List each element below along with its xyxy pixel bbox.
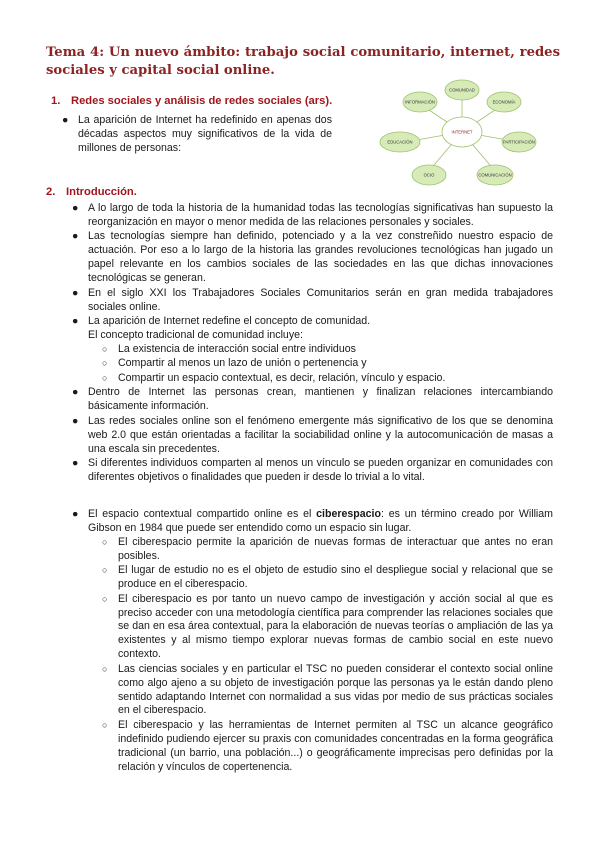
bullet-icon: ● [72, 386, 79, 399]
sub-bullet-icon: ○ [102, 372, 108, 383]
node-label: INFORMACIÓN [405, 99, 435, 105]
bullet-icon: ● [72, 286, 79, 299]
node-label: EDUCACIÓN [387, 139, 413, 145]
sub-bullet-icon: ○ [102, 663, 108, 674]
community-intro: El concepto tradicional de comunidad incluye: [88, 328, 303, 341]
cyberspace-sublist [88, 536, 553, 775]
sub-list-item: ○ La existencia de interacción social entre individuos [102, 342, 356, 355]
node-label: COMUNIDAD [449, 87, 475, 93]
node-label: ECONOMÍA [492, 99, 516, 105]
sub-list-item: ○ Compartir al menos un lazo de unión o pertenencia y [102, 357, 367, 370]
sub-bullet-icon: ○ [102, 565, 108, 576]
bullet-icon: ● [72, 508, 79, 520]
list-item: ● Si diferentes individuos comparten al menos un vínculo se pueden organizar en comunidades con diferentes objetivos o finalidades que pueden ir desde lo trivial a lo vital. [72, 457, 553, 483]
section-1-number: 1. [51, 95, 61, 107]
node-label: COMUNICACIÓN [478, 172, 512, 178]
section-2-heading [46, 186, 137, 198]
section-2-number: 2. [46, 186, 56, 198]
bullet-icon: ● [72, 457, 79, 470]
sub-bullet-icon: ○ [102, 343, 108, 354]
section-1-title: Redes sociales y análisis de redes sociales (ars). [71, 95, 333, 107]
sub-bullet-icon: ○ [102, 719, 108, 730]
list-item: ● A lo largo de toda la historia de la humanidad todas las tecnologías significativas han supuesto la reorganización en mayor o menor medida de las relaciones personales y sociales. [72, 202, 553, 228]
sub-list-item: ○ Compartir un espacio contextual, es decir, relación, vínculo y espacio. [102, 371, 446, 384]
sub-list-item: ○ El lugar de estudio no es el objeto de estudio sino el despliegue social y relacional que se produce en el ciberespacio. [102, 564, 553, 591]
list-item: ● La aparición de Internet ha redefinido en apenas dos décadas aspectos muy significativos de la vida de millones de personas: [62, 114, 332, 154]
list-item: ● La aparición de Internet redefine el concepto de comunidad. El concepto tradicional de comunidad incluye: ○ La existencia de interacción social entre individuos ○ Compartir al menos un lazo de unión o pertenencia y ○ Compartir un espacio contextual, es decir, relación, vínculo y espacio. [70, 315, 553, 386]
node-label: OCIO [423, 172, 435, 178]
bullet-icon: ● [72, 230, 79, 243]
sub-bullet-icon: ○ [102, 593, 108, 604]
bullet-icon: ● [72, 414, 79, 427]
sub-list-item: ○ El ciberespacio permite la aparición de nuevas formas de interactuar que antes no eran posibles. [102, 535, 553, 562]
list-item: ● Las tecnologías siempre han definido, potenciado y a la vez constreñido nuestro espacio de actuación. Por eso a lo largo de la historia las grandes revoluciones tecnológicas han jugado un papel relevante en los cambios sociales de las sociedades en las que dichas innovaciones tecnológicas se generan. [72, 230, 553, 285]
cyberspace-list [70, 508, 553, 775]
cyberspace-term: ciberespacio [316, 508, 381, 520]
center-label: INTERNET [451, 129, 473, 135]
sub-list-item: ○ Las ciencias sociales y en particular el TSC no pueden considerar el contexto social online como algo ajeno a su objeto de investigación porque las personas ya le están dando pleno sentido adaptando Internet con normalidad a sus vidas por medio de sus prácticas sociales en el ciberespacio. [102, 662, 553, 717]
bullet-icon: ● [72, 202, 79, 214]
list-item: ● Dentro de Internet las personas crean, mantienen y finalizan relaciones intercambiando básicamente información. [72, 386, 553, 413]
sub-list-item: ○ El ciberespacio y las herramientas de Internet permiten al TSC un alcance geográfico indefinido pudiendo ejercer su praxis con comunidades concentradas en la forma geográfica tradicional (un barrio, una población...) o geográficamente imprecisas pero definidas por la relación y vínculos de copertenencia. [102, 718, 553, 773]
sub-list-item: ○ El ciberespacio es por tanto un nuevo campo de investigación y acción social al que es preciso acceder con una metodología científica para comprender las relaciones sociales que se dan en esa área contextual, para la elaboración de nuevas teorías o ampliación de las ya existentes y al mismo tiempo explorar nuevas formas de cambio social en este nuevo contexto. [102, 592, 553, 661]
bullet-icon: ● [72, 315, 79, 328]
section-1-list [60, 114, 332, 156]
community-sublist [88, 343, 553, 386]
document-title: Tema 4: Un nuevo ámbito: trabajo social comunitario, internet, redes sociales y capital social online. [46, 45, 560, 78]
bullet-icon: ● [62, 114, 69, 126]
node-label: PARTICIPACIÓN [503, 139, 535, 145]
section-2-list [70, 202, 553, 485]
sub-bullet-icon: ○ [102, 536, 108, 547]
list-item: ● El espacio contextual compartido online es el ciberespacio: es un término creado por William Gibson en 1984 que puede ser entendido como un espacio sin lugar. ○ El ciberespacio permite la aparición de nuevas formas de interactuar que antes no eran posibles. ○ El lugar de estudio no es el objeto de estudio sino el despliegue social y relacional que se produce en el ciberespacio. ○ El ciberespacio es por tanto un nuevo campo de investigación y acción social al que es preciso acceder con una metodología científica para comprender las relaciones sociales que se dan en esa área contextual, para la elaboración de nuevas teorías o ampliación de las ya existentes y al mismo tiempo explorar nuevas formas de cambio social en este nuevo contexto. ○ Las ciencias sociales y en particular el TSC no pueden considerar el contexto social online como algo ajeno a su objeto de investigación porque las personas ya le están dando pleno sentido adaptando Internet con normalidad a sus vidas por medio de sus prácticas sociales en el ciberespacio. ○ El ciberespacio y las herramientas de Internet permiten al TSC un alcance geográfico indefinido pudiendo ejercer su praxis con comunidades concentradas en la forma geográfica tradicional (un barrio, una población...) o geográficamente imprecisas pero definidas por la relación y vínculos de copertenencia. [72, 508, 553, 773]
list-item: ● En el siglo XXI los Trabajadores Sociales Comunitarios serán en gran medida trabajadores sociales online. [72, 286, 553, 313]
sub-bullet-icon: ○ [102, 358, 108, 369]
internet-concepts-diagram [372, 78, 552, 194]
section-1-heading [51, 95, 332, 107]
section-2-title: Introducción. [66, 186, 137, 198]
list-item: ● Las redes sociales online son el fenómeno emergente más significativo de los que se denomina web 2.0 que están orientadas a facilitar la sociabilidad online y la autocomunicación de masas a una escala sin precedentes. [72, 414, 553, 455]
